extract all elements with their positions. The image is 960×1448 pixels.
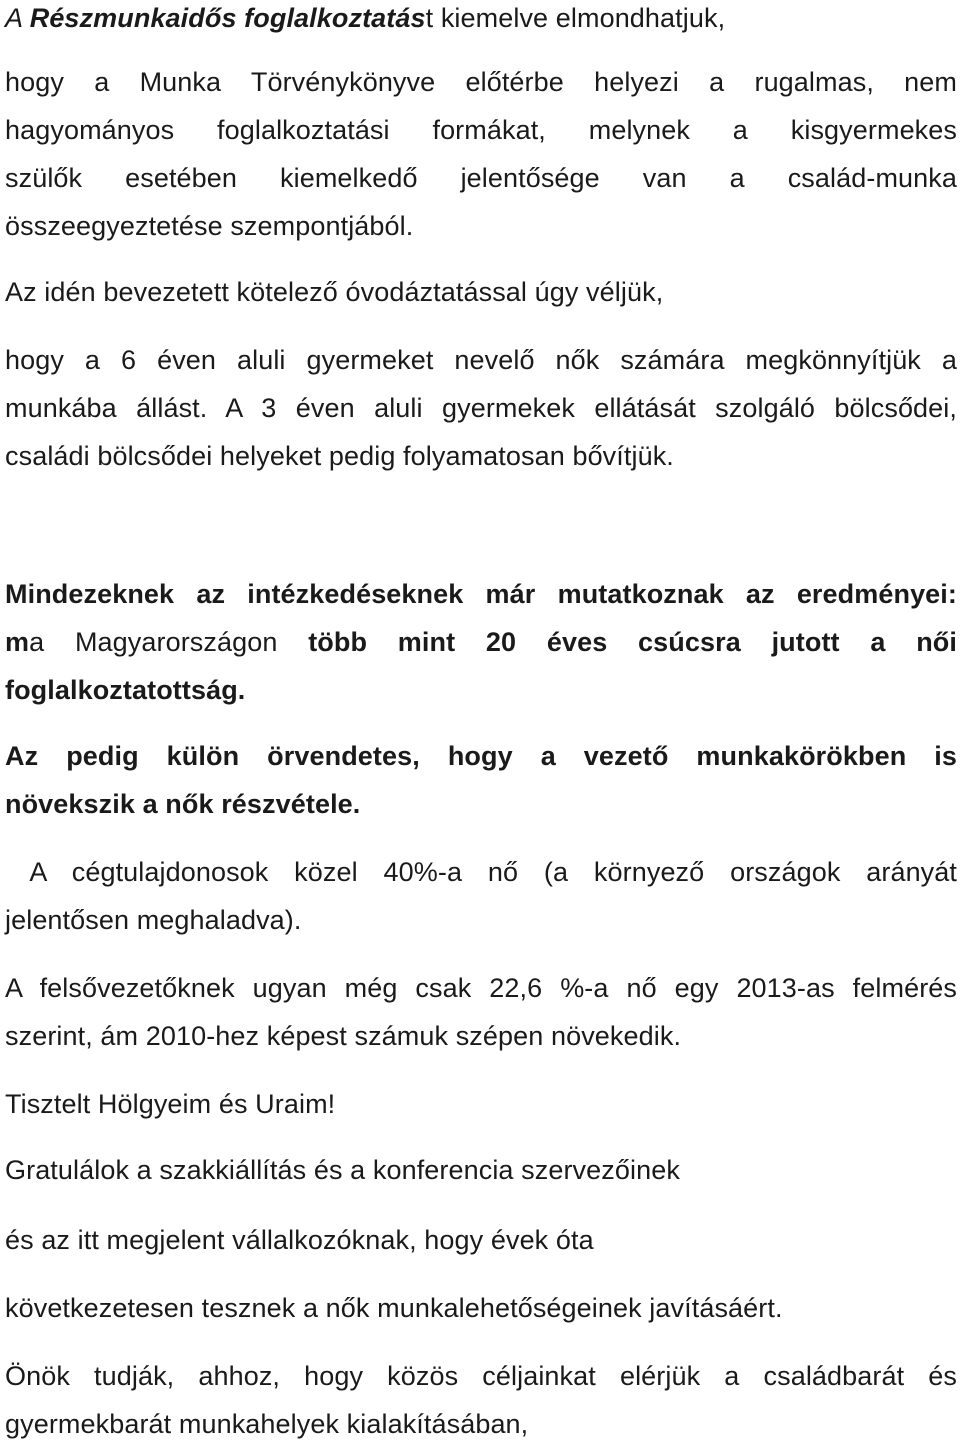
text-run: a Magyarországon (29, 627, 309, 657)
text-line-bold: foglalkoztatottság. (5, 675, 246, 705)
text-run-emphasis: Részmunkaidős foglalkoztatás (29, 3, 426, 33)
text-line: összeegyeztetése szempontjából. (5, 211, 414, 241)
text-line: szülők esetében kiemelkedő jelentősége van a család-munka (5, 163, 957, 193)
text-line: gyermekbarát munkahelyek kialakításában, (5, 1409, 529, 1439)
text-line: jelentősen meghaladva). (5, 905, 302, 935)
text-line: Gratulálok a szakkiállítás és a konferencia szervezőinek (5, 1155, 680, 1185)
text-line: szerint, ám 2010-hez képest számuk szépen növekedik. (5, 1021, 682, 1051)
text-run: t kiemelve elmondhatjuk, (425, 3, 726, 33)
text-line: és az itt megjelent vállalkozóknak, hogy évek óta (5, 1225, 594, 1255)
paragraph-labor-code (5, 58, 957, 250)
paragraph-congratulations (5, 1146, 957, 1194)
text-line: hagyományos foglalkoztatási formákat, melynek a kisgyermekes (5, 115, 957, 145)
text-line: családi bölcsődei helyeket pedig folyamatosan bővítjük. (5, 441, 674, 471)
paragraph-entrepreneurs (5, 1216, 957, 1264)
paragraph-nurseries (5, 336, 957, 480)
text-line: következetesen tesznek a nők munkalehetőségeinek javításáért. (5, 1293, 783, 1323)
text-line: Tisztelt Hölgyeim és Uraim! (5, 1089, 336, 1119)
text-line: Önök tudják, ahhoz, hogy közös céljainkat elérjük a családbarát és (5, 1361, 957, 1391)
text-run: A (5, 3, 30, 33)
paragraph-leadership (5, 732, 957, 828)
text-line: hogy a Munka Törvénykönyve előtérbe helyezi a rugalmas, nem (5, 67, 957, 97)
paragraph-family-friendly (5, 1352, 957, 1448)
paragraph-intro (5, 0, 957, 42)
paragraph-greeting (5, 1080, 957, 1128)
text-line: hogy a 6 éven aluli gyermeket nevelő nők számára megkönnyítjük a (5, 345, 957, 375)
text-line: munkába állást. A 3 éven aluli gyermekek ellátását szolgáló bölcsődei, (5, 393, 957, 423)
paragraph-executives (5, 964, 957, 1060)
text-line: Az idén bevezetett kötelező óvodáztatással úgy véljük, (5, 277, 664, 307)
paragraph-results (5, 570, 957, 714)
text-line: A felsővezetőknek ugyan még csak 22,6 %-a nő egy 2013-as felmérés (5, 973, 957, 1003)
paragraph-owners (5, 848, 957, 944)
text-line (5, 618, 957, 666)
text-line: A cégtulajdonosok közel 40%-a nő (a környező országok arányát (5, 857, 957, 887)
text-run-bold: m (5, 627, 30, 657)
text-line-bold: növekszik a nők részvétele. (5, 789, 361, 819)
text-line-bold: Mindezeknek az intézkedéseknek már mutatkoznak az eredményei: (5, 579, 957, 609)
text-run-bold: több mint 20 éves csúcsra jutott a női (308, 627, 957, 657)
paragraph-kindergarten (5, 268, 957, 316)
text-line (5, 0, 957, 42)
paragraph-consistency (5, 1284, 957, 1332)
text-line-bold: Az pedig külön örvendetes, hogy a vezető munkakörökben is (5, 741, 957, 771)
